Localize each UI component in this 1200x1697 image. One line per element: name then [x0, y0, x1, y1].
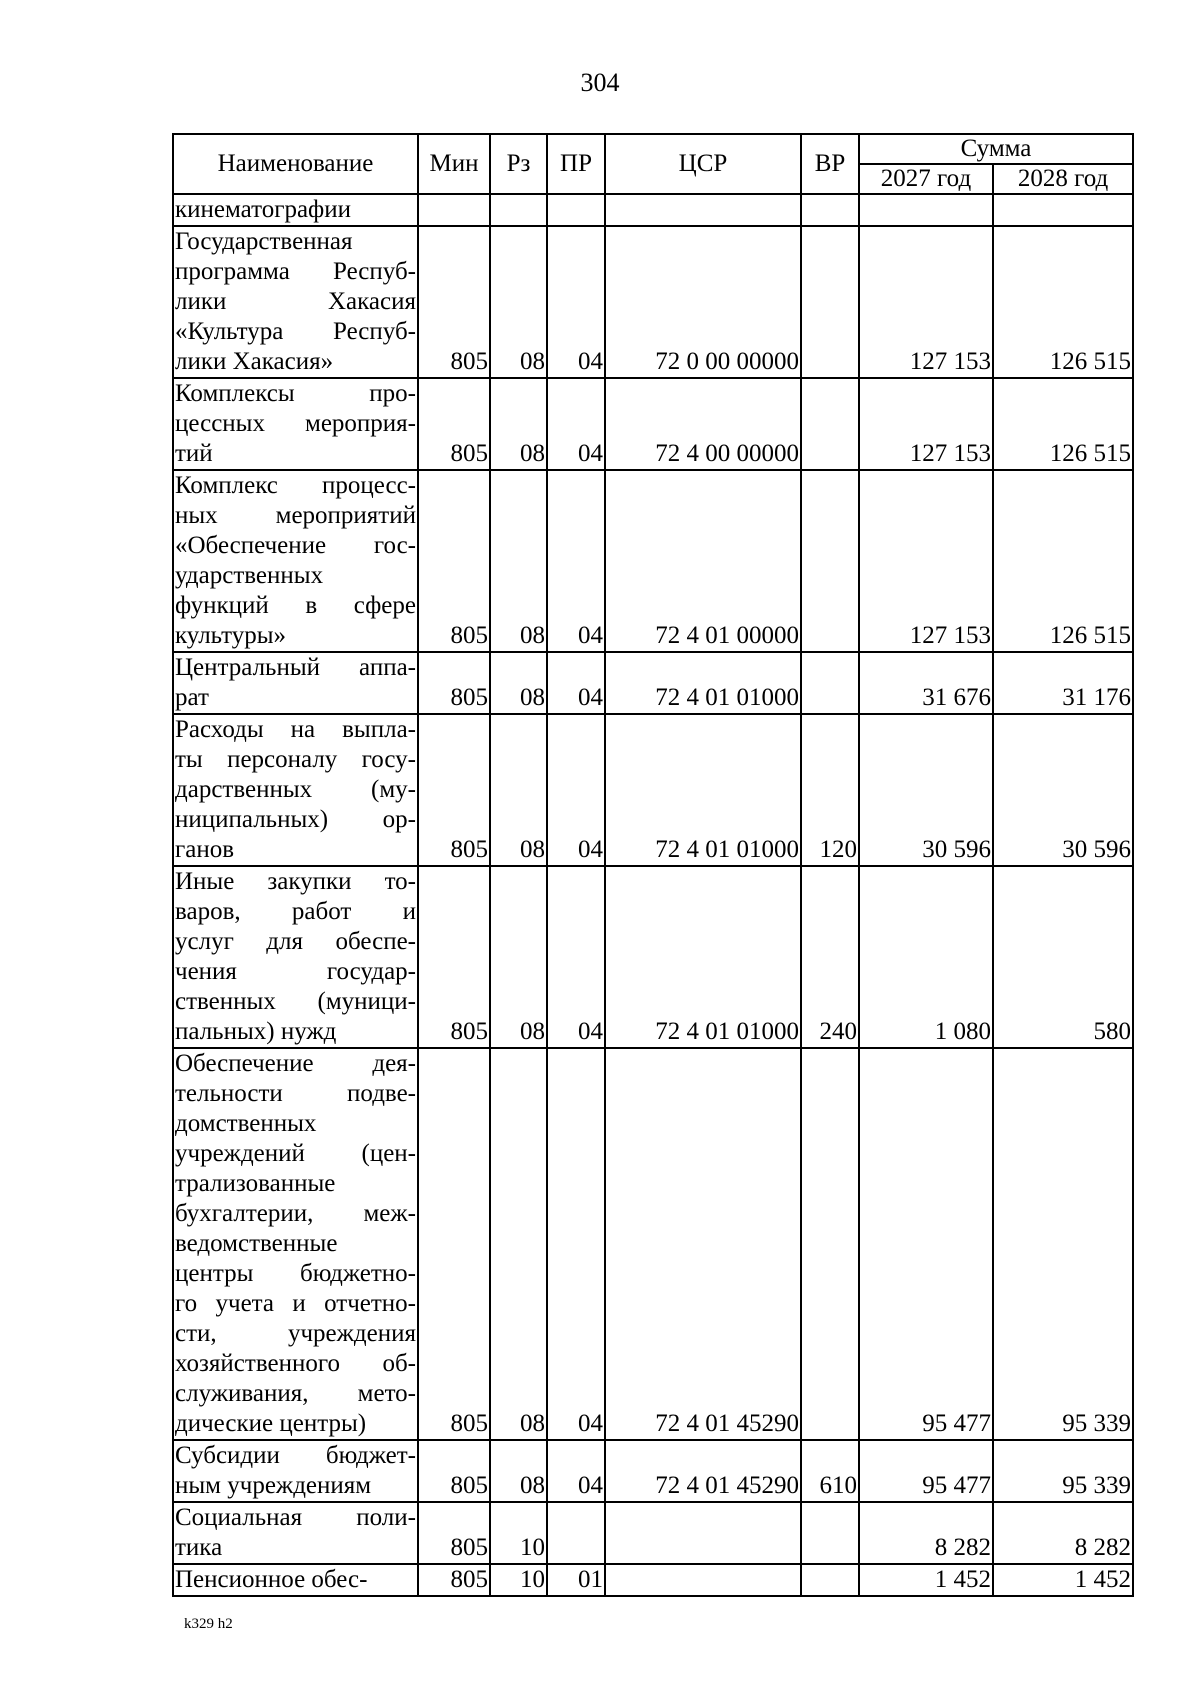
cell-vr: [801, 226, 859, 378]
table-row: [173, 378, 1133, 470]
name-line: го учета и отчетно-: [175, 1290, 416, 1317]
cell-name: [173, 226, 418, 378]
table-row: [173, 470, 1133, 652]
cell-y2027: 31 676: [859, 652, 993, 714]
name-line: Субсидии бюджет-: [175, 1442, 416, 1469]
cell-csr: [605, 1564, 801, 1596]
header-pr: ПР: [547, 134, 605, 194]
name-line: ниципальных) ор-: [175, 806, 416, 833]
cell-vr: [801, 194, 859, 226]
name-line: культуры»: [175, 622, 287, 649]
name-line: ударственных: [175, 562, 324, 589]
header-row: [173, 134, 1133, 164]
table-body: [173, 194, 1133, 1596]
name-line: ных мероприятий: [175, 502, 416, 529]
cell-pr: 04: [547, 714, 605, 866]
table-row: [173, 1502, 1133, 1564]
header-year-2028: 2028 год: [993, 164, 1133, 194]
table-row: [173, 652, 1133, 714]
cell-rz: 08: [490, 226, 547, 378]
header-csr: ЦСР: [605, 134, 801, 194]
cell-pr: [547, 194, 605, 226]
header-name: Наименование: [173, 134, 418, 194]
header-year-2027: 2027 год: [859, 164, 993, 194]
cell-pr: 04: [547, 866, 605, 1048]
name-line: «Обеспечение гос-: [175, 532, 416, 559]
table-row: [173, 1048, 1133, 1440]
cell-rz: 08: [490, 714, 547, 866]
cell-rz: 10: [490, 1564, 547, 1596]
cell-vr: [801, 1564, 859, 1596]
cell-pr: 04: [547, 226, 605, 378]
name-line: лики Хакасия: [175, 288, 416, 315]
name-line: «Культура Респуб-: [175, 318, 416, 345]
cell-min: 805: [418, 470, 490, 652]
name-line: Обеспечение дея-: [175, 1050, 416, 1077]
name-line: варов, работ и: [175, 898, 416, 925]
name-line: учреждений (цен-: [175, 1140, 416, 1167]
cell-min: 805: [418, 652, 490, 714]
cell-y2028: 126 515: [993, 470, 1133, 652]
cell-csr: 72 4 01 45290: [605, 1440, 801, 1502]
name-line: Государственная: [175, 228, 353, 255]
cell-y2027: 1 080: [859, 866, 993, 1048]
cell-csr: 72 4 01 01000: [605, 866, 801, 1048]
name-line: хозяйственного об-: [175, 1350, 416, 1377]
cell-y2027: 95 477: [859, 1440, 993, 1502]
name-line: сти, учреждения: [175, 1320, 416, 1347]
cell-name: [173, 1440, 418, 1502]
cell-name: [173, 1564, 418, 1596]
cell-y2028: [993, 194, 1133, 226]
footer-code: k329 h2: [184, 1616, 233, 1632]
cell-min: 805: [418, 226, 490, 378]
name-line: рат: [175, 684, 209, 711]
cell-rz: 08: [490, 378, 547, 470]
cell-rz: 08: [490, 470, 547, 652]
table-row: [173, 194, 1133, 226]
name-line: дарственных (му-: [175, 776, 416, 803]
header-min: Мин: [418, 134, 490, 194]
cell-min: [418, 194, 490, 226]
name-line: дические центры): [175, 1410, 367, 1437]
cell-name: [173, 194, 418, 226]
cell-name: [173, 470, 418, 652]
cell-csr: [605, 194, 801, 226]
cell-y2027: 30 596: [859, 714, 993, 866]
cell-min: 805: [418, 1564, 490, 1596]
name-line: Пенсионное обес-: [175, 1566, 368, 1593]
name-line: кинематографии: [175, 196, 352, 223]
cell-y2027: 1 452: [859, 1564, 993, 1596]
cell-y2028: 95 339: [993, 1048, 1133, 1440]
name-line: тий: [175, 440, 213, 467]
name-line: программа Респуб-: [175, 258, 416, 285]
cell-csr: 72 4 01 01000: [605, 714, 801, 866]
cell-y2028: 30 596: [993, 714, 1133, 866]
cell-vr: [801, 470, 859, 652]
table-row: [173, 714, 1133, 866]
cell-rz: 08: [490, 1440, 547, 1502]
cell-name: [173, 652, 418, 714]
cell-vr: [801, 1048, 859, 1440]
header-rz: Рз: [490, 134, 547, 194]
cell-pr: 04: [547, 652, 605, 714]
cell-pr: 04: [547, 378, 605, 470]
name-line: домственных: [175, 1110, 317, 1137]
cell-y2027: 127 153: [859, 378, 993, 470]
header-sum: Сумма: [859, 134, 1133, 164]
cell-y2027: 8 282: [859, 1502, 993, 1564]
cell-csr: 72 4 01 00000: [605, 470, 801, 652]
cell-vr: 610: [801, 1440, 859, 1502]
name-line: Социальная поли-: [175, 1504, 416, 1531]
cell-vr: [801, 378, 859, 470]
name-line: ты персоналу госу-: [175, 746, 416, 773]
cell-vr: 240: [801, 866, 859, 1048]
cell-vr: 120: [801, 714, 859, 866]
cell-y2028: 95 339: [993, 1440, 1133, 1502]
table-row: [173, 226, 1133, 378]
cell-pr: [547, 1502, 605, 1564]
cell-vr: [801, 652, 859, 714]
cell-csr: 72 0 00 00000: [605, 226, 801, 378]
name-line: лики Хакасия»: [175, 348, 334, 375]
cell-y2028: 8 282: [993, 1502, 1133, 1564]
cell-y2027: 95 477: [859, 1048, 993, 1440]
name-line: ведомственные: [175, 1230, 338, 1257]
cell-y2028: 126 515: [993, 378, 1133, 470]
cell-min: 805: [418, 1048, 490, 1440]
name-line: трализованные: [175, 1170, 336, 1197]
cell-min: 805: [418, 866, 490, 1048]
cell-pr: 01: [547, 1564, 605, 1596]
cell-min: 805: [418, 714, 490, 866]
cell-vr: [801, 1502, 859, 1564]
name-line: услуг для обеспе-: [175, 928, 416, 955]
name-line: тельности подве-: [175, 1080, 416, 1107]
cell-y2028: 580: [993, 866, 1133, 1048]
cell-min: 805: [418, 1502, 490, 1564]
name-line: чения государ-: [175, 958, 416, 985]
cell-y2027: 127 153: [859, 470, 993, 652]
cell-name: [173, 714, 418, 866]
cell-y2027: [859, 194, 993, 226]
cell-rz: 08: [490, 1048, 547, 1440]
cell-pr: 04: [547, 1440, 605, 1502]
cell-min: 805: [418, 378, 490, 470]
cell-csr: [605, 1502, 801, 1564]
name-line: Иные закупки то-: [175, 868, 416, 895]
cell-name: [173, 866, 418, 1048]
name-line: служивания, мето-: [175, 1380, 416, 1407]
cell-name: [173, 1048, 418, 1440]
name-line: ганов: [175, 836, 235, 863]
cell-min: 805: [418, 1440, 490, 1502]
cell-rz: 10: [490, 1502, 547, 1564]
cell-name: [173, 1502, 418, 1564]
name-line: пальных) нужд: [175, 1018, 337, 1045]
cell-y2028: 126 515: [993, 226, 1133, 378]
name-line: Расходы на выпла-: [175, 716, 416, 743]
table-row: [173, 1564, 1133, 1596]
cell-rz: [490, 194, 547, 226]
name-line: бухгалтерии, меж-: [175, 1200, 416, 1227]
cell-csr: 72 4 01 01000: [605, 652, 801, 714]
cell-pr: 04: [547, 470, 605, 652]
name-line: центры бюджетно-: [175, 1260, 416, 1287]
table-row: [173, 1440, 1133, 1502]
cell-rz: 08: [490, 866, 547, 1048]
page-number: 304: [580, 68, 620, 97]
name-line: Комплекс процесс-: [175, 472, 416, 499]
budget-table: [172, 133, 1134, 1597]
cell-name: [173, 378, 418, 470]
cell-y2028: 1 452: [993, 1564, 1133, 1596]
name-line: цессных мероприя-: [175, 410, 416, 437]
cell-pr: 04: [547, 1048, 605, 1440]
name-line: тика: [175, 1534, 223, 1561]
table-row: [173, 866, 1133, 1048]
header-vr: ВР: [801, 134, 859, 194]
cell-y2028: 31 176: [993, 652, 1133, 714]
name-line: ным учреждениям: [175, 1472, 372, 1499]
cell-rz: 08: [490, 652, 547, 714]
name-line: функций в сфере: [175, 592, 416, 619]
cell-csr: 72 4 00 00000: [605, 378, 801, 470]
name-line: Центральный аппа-: [175, 654, 416, 681]
name-line: Комплексы про-: [175, 380, 416, 407]
cell-csr: 72 4 01 45290: [605, 1048, 801, 1440]
name-line: ственных (муници-: [175, 988, 416, 1015]
cell-y2027: 127 153: [859, 226, 993, 378]
